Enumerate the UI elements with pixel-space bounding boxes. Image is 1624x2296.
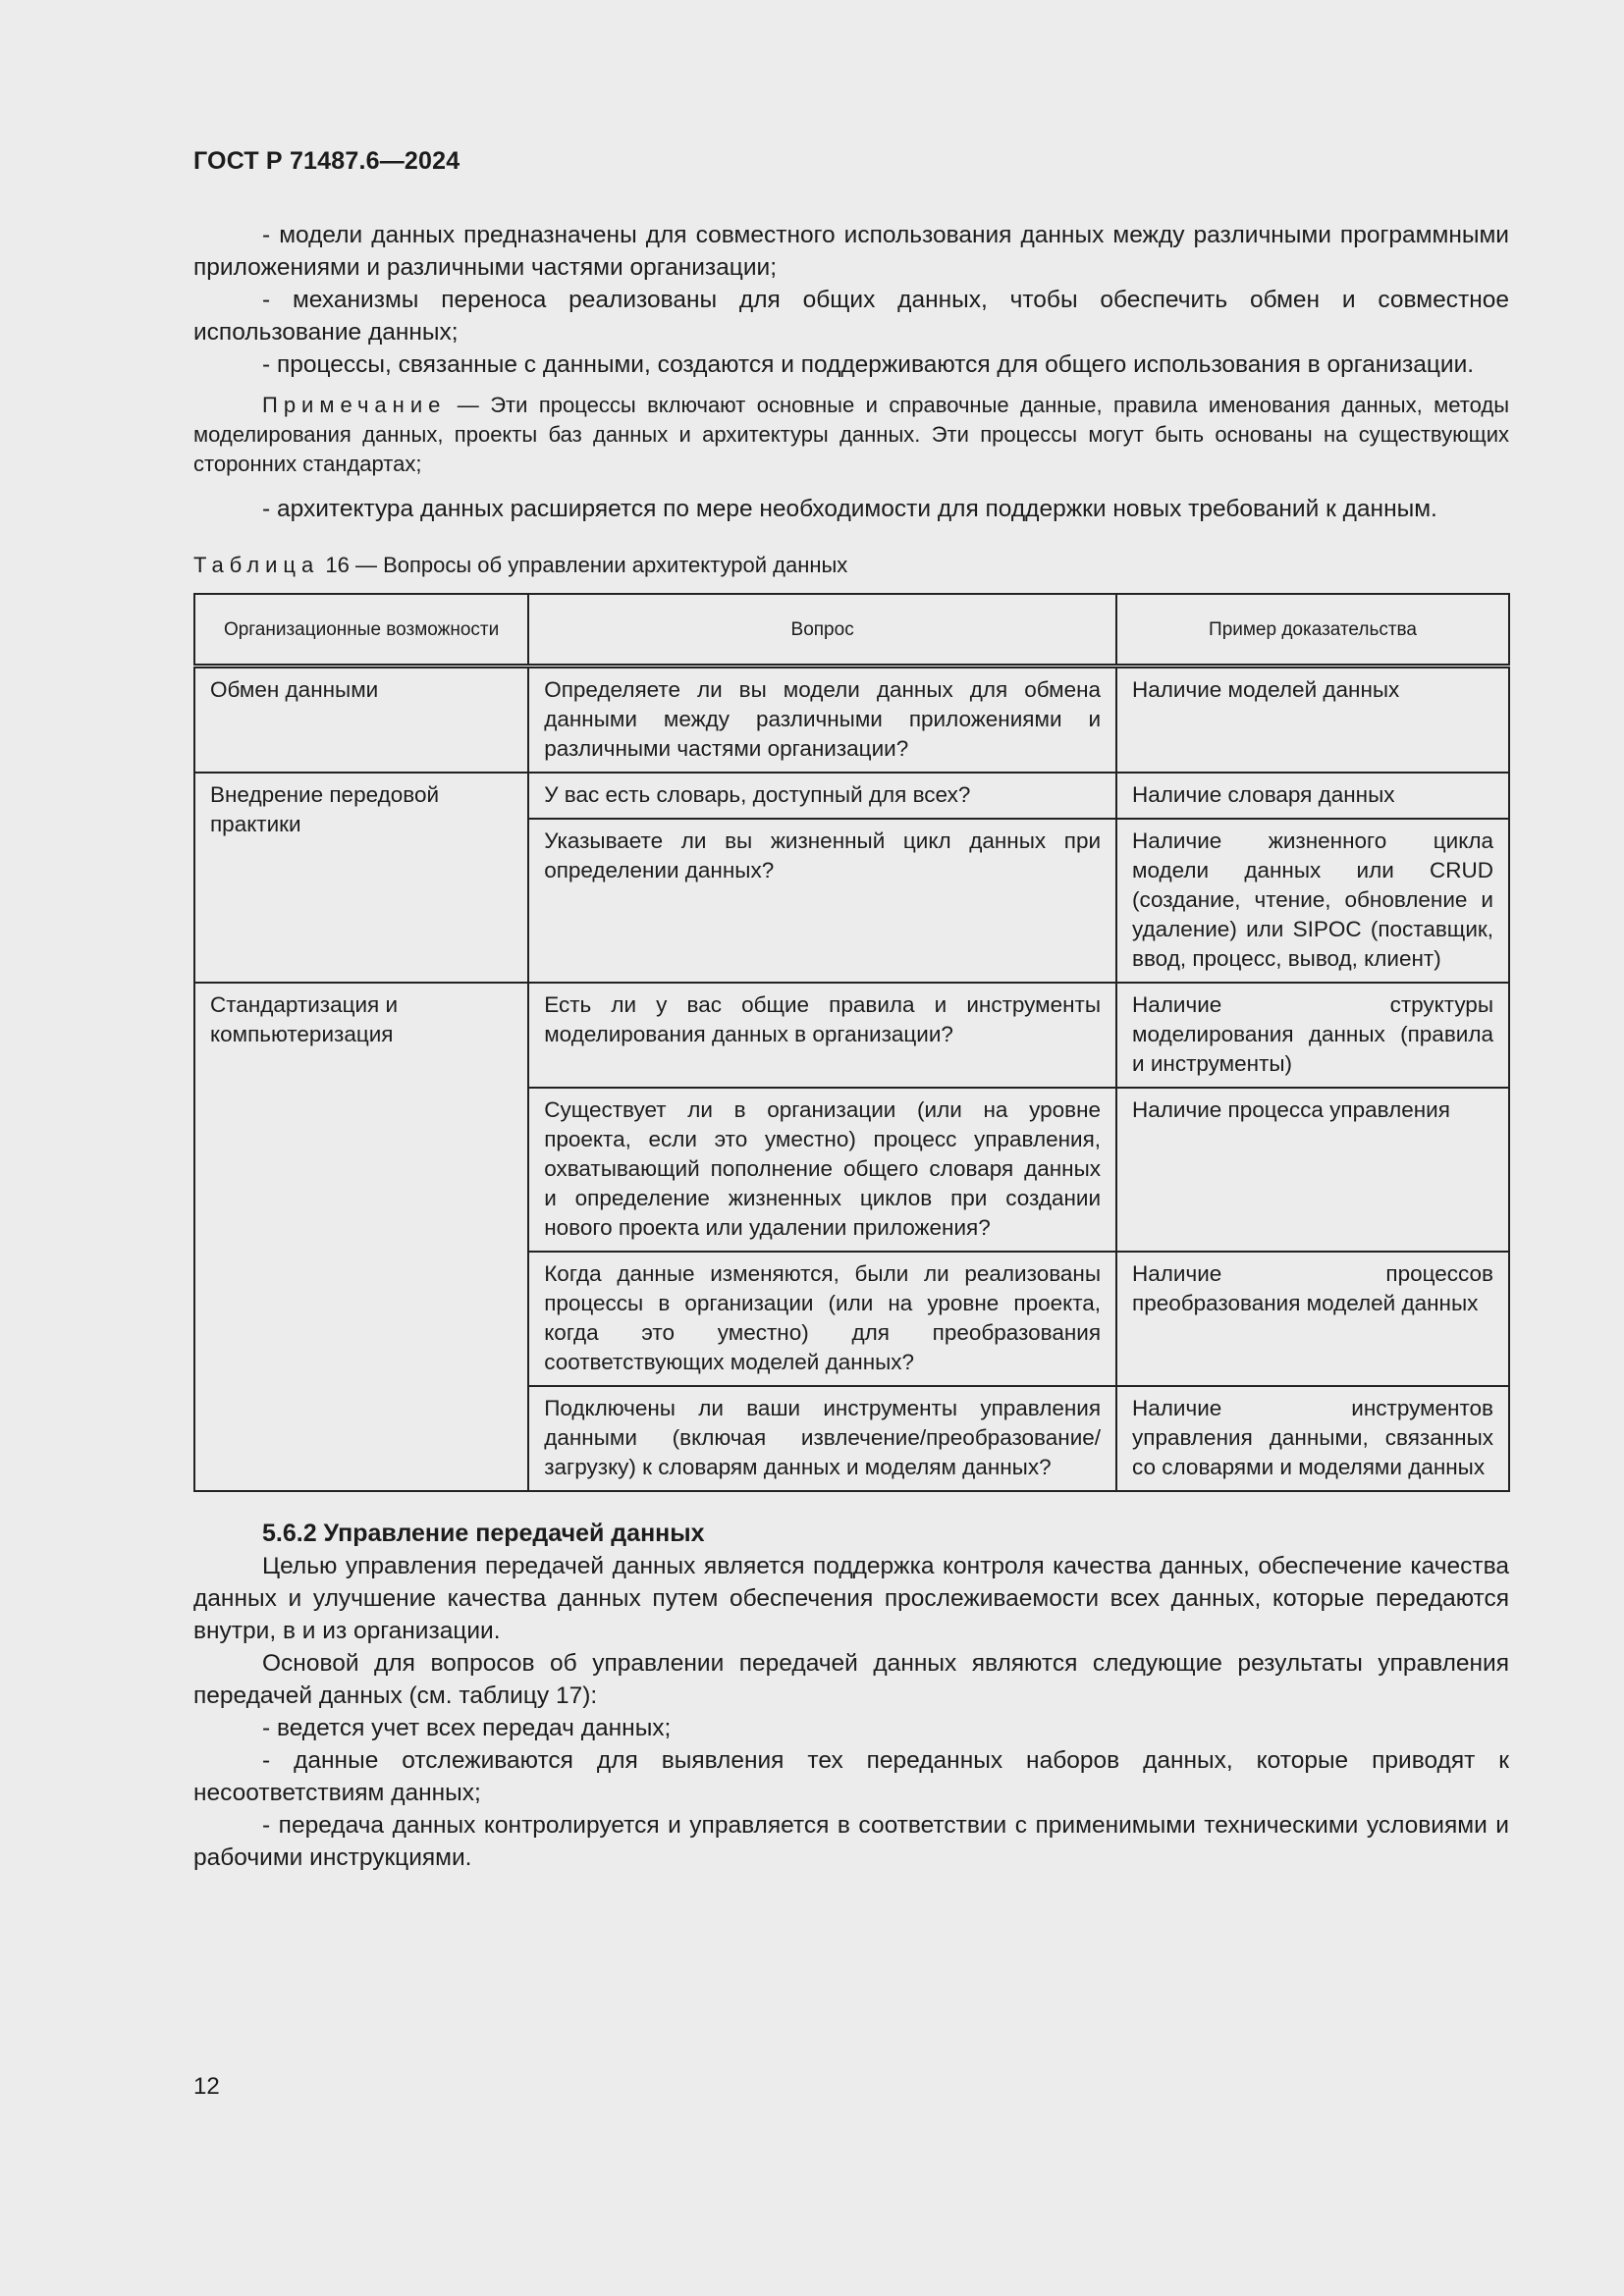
note	[193, 391, 1509, 479]
capability-cell: Стандартизация и компьютеризация	[194, 983, 528, 1491]
header-capabilities: Организационные возможности	[194, 594, 528, 667]
intro-paragraph: - модели данных предназначены для совместного использования данных между различными программными приложениями и различными частями организации;	[193, 222, 1509, 281]
after-note-paragraph: - архитектура данных расширяется по мере необходимости для поддержки новых требований к данным.	[262, 496, 1437, 522]
capability-cell: Внедрение передовой практики	[194, 773, 528, 983]
section-paragraph: - данные отслеживаются для выявления тех переданных наборов данных, которые приводят к несоответствиям данных;	[193, 1747, 1509, 1806]
table-caption	[193, 549, 1509, 581]
header-question: Вопрос	[528, 594, 1116, 667]
evidence-cell: Наличие процесса управления	[1116, 1088, 1509, 1252]
section-paragraph: Основой для вопросов об управлении передачей данных являются следующие результаты управления передачей данных (см. таблицу 17):	[193, 1650, 1509, 1709]
table-row	[194, 983, 1509, 1088]
question-cell: Указываете ли вы жизненный цикл данных при определении данных?	[528, 819, 1116, 983]
data-architecture-table	[193, 593, 1510, 1492]
capability-cell: Обмен данными	[194, 667, 528, 774]
note-dash: —	[446, 393, 491, 417]
question-cell: Когда данные изменяются, были ли реализованы процессы в организации (или на уровне проекта, когда это уместно) для преобразования соответствующих моделей данных?	[528, 1252, 1116, 1386]
question-cell: Определяете ли вы модели данных для обмена данными между различными приложениями и различными частями организации?	[528, 667, 1116, 774]
question-cell: Существует ли в организации (или на уровне проекта, если это уместно) процесс управления, охватывающий пополнение общего словаря данных и определение жизненных циклов при создании нового проекта или удалении приложения?	[528, 1088, 1116, 1252]
evidence-cell: Наличие структуры моделирования данных (правила и инструменты)	[1116, 983, 1509, 1088]
evidence-cell: Наличие процессов преобразования моделей данных	[1116, 1252, 1509, 1386]
question-cell: У вас есть словарь, доступный для всех?	[528, 773, 1116, 819]
evidence-cell: Наличие моделей данных	[1116, 667, 1509, 774]
evidence-cell: Наличие словаря данных	[1116, 773, 1509, 819]
header-evidence: Пример доказательства	[1116, 594, 1509, 667]
section-title: 5.6.2 Управление передачей данных	[262, 1520, 705, 1547]
evidence-cell: Наличие инструментов управления данными, связанных со словарями и моделями данных	[1116, 1386, 1509, 1491]
document-page	[193, 147, 1509, 1874]
intro-paragraph: - процессы, связанные с данными, создаются и поддерживаются для общего использования в организации.	[262, 351, 1475, 378]
note-text: Эти процессы включают основные и справочные данные, правила именования данных, методы моделирования данных, проекты баз данных и архитектуры данных. Эти процессы могут быть основаны на существующих сторонних стандартах;	[193, 393, 1510, 476]
evidence-cell: Наличие жизненного цикла модели данных или CRUD (создание, чтение, обновление и удаление) или SIPOC (поставщик, ввод, процесс, вывод, клиент)	[1116, 819, 1509, 983]
table-caption-text: 16 — Вопросы об управлении архитектурой данных	[319, 553, 848, 577]
section-paragraph: Целью управления передачей данных является поддержка контроля качества данных, обеспечение качества данных и улучшение качества данных путем обеспечения прослеживаемости всех данных, которые передаются внутри, в и из организации.	[193, 1553, 1509, 1644]
question-cell: Подключены ли ваши инструменты управления данными (включая извлечение/преобразование/загрузку) к словарям данных и моделям данных?	[528, 1386, 1116, 1491]
table-caption-label: Таблица	[193, 553, 320, 577]
page-number: 12	[193, 2073, 220, 2100]
table-row	[194, 773, 1509, 819]
intro-paragraph: - механизмы переноса реализованы для общих данных, чтобы обеспечить обмен и совместное использование данных;	[193, 287, 1509, 346]
document-header: ГОСТ Р 71487.6—2024	[193, 147, 460, 175]
section-paragraph: - передача данных контролируется и управляется в соответствии с применимыми техническими условиями и рабочими инструкциями.	[193, 1812, 1509, 1871]
table-row	[194, 667, 1509, 774]
section-paragraph: - ведется учет всех передач данных;	[262, 1715, 672, 1741]
table-header-row	[194, 594, 1509, 667]
note-label: Примечание	[262, 393, 447, 417]
question-cell: Есть ли у вас общие правила и инструменты моделирования данных в организации?	[528, 983, 1116, 1088]
